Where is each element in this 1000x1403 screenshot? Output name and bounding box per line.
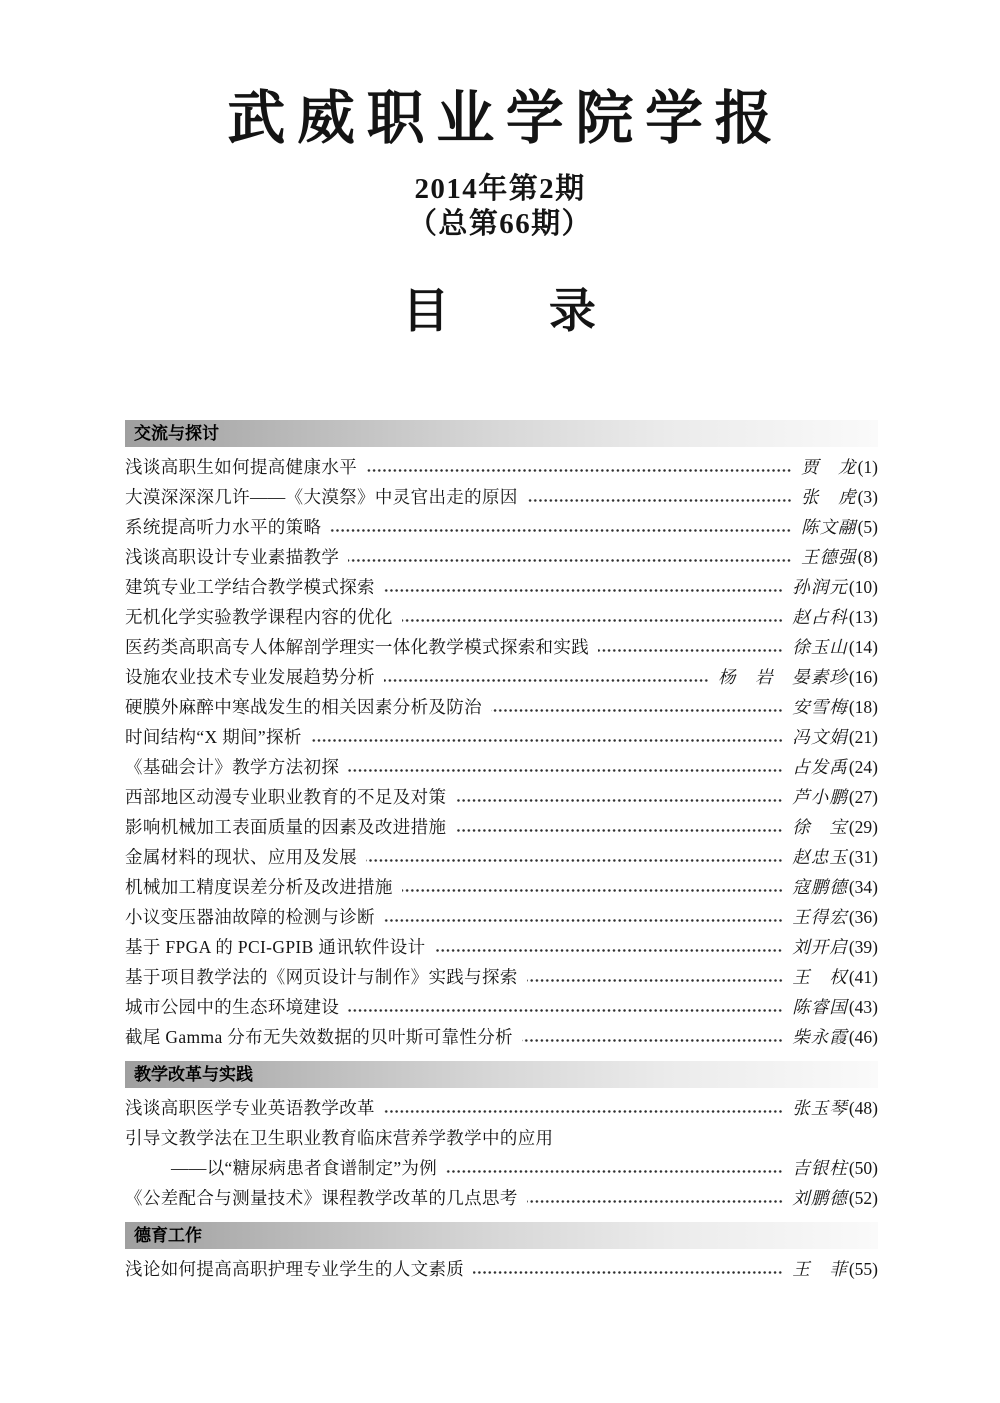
toc-entry [125,602,878,632]
dot-leader [455,828,783,833]
page-header [0,0,1000,338]
article-title: 小议变压器油故障的检测与诊断 [125,907,375,928]
article-authors: 贾 龙 [800,457,857,478]
article-authors: 杨 岩 晏素珍 [717,667,848,688]
article-page-number: (39) [848,937,878,958]
article-page-number: (13) [848,607,878,628]
article-page-number: (5) [857,517,878,538]
article-page-number: (46) [848,1027,878,1048]
article-page-number: (52) [848,1188,878,1209]
dot-leader [473,1270,783,1275]
article-title: 金属材料的现状、应用及发展 [125,847,358,868]
article-authors: 冯文娟 [792,727,848,748]
section-header: 教学改革与实践 [125,1061,878,1088]
toc-entry [125,482,878,512]
article-title: 无机化学实验教学课程内容的优化 [125,607,393,628]
article-title: 时间结构“X 期间”探析 [125,727,302,748]
article-authors: 刘鹏德 [792,1188,848,1209]
article-page-number: (18) [848,697,878,718]
article-page-number: (21) [848,727,878,748]
toc-entry [125,872,878,902]
section-header: 德育工作 [125,1222,878,1249]
toc-sections [125,420,878,1284]
toc-entry [125,632,878,662]
toc-entry [125,752,878,782]
article-title: 大漠深深深几许——《大漠祭》中灵官出走的原因 [125,487,518,508]
article-page-number: (55) [848,1259,878,1280]
article-authors: 张玉琴 [792,1098,848,1119]
article-title: 影响机械加工表面质量的因素及改进措施 [125,817,447,838]
toc-entry [125,512,878,542]
article-page-number: (36) [848,907,878,928]
article-title: 《公差配合与测量技术》课程教学改革的几点思考 [125,1188,518,1209]
dot-leader [522,1038,783,1043]
toc-entry [125,1123,878,1153]
section-header: 交流与探讨 [125,420,878,447]
article-title: 机械加工精度误差分析及改进措施 [125,877,393,898]
article-page-number: (50) [848,1158,878,1179]
dot-leader [384,1109,783,1114]
toc-entry [125,1183,878,1213]
article-authors: 张 虎 [800,487,857,508]
dot-leader [527,978,783,983]
dot-leader [446,1169,783,1174]
article-authors: 徐 宝 [792,817,848,838]
article-authors: 柴永霞 [792,1027,848,1048]
toc-entry [125,962,878,992]
dot-leader [348,1008,783,1013]
article-authors: 安雪梅 [792,697,848,718]
toc-entry [125,1254,878,1284]
article-page-number: (29) [848,817,878,838]
dot-leader [455,798,783,803]
article-title: 系统提高听力水平的策略 [125,517,322,538]
article-title: 硬膜外麻醉中寒战发生的相关因素分析及防治 [125,697,482,718]
article-title: 《基础会计》教学方法初探 [125,757,340,778]
article-authors: 陈文翮 [800,517,857,538]
toc-entry [125,662,878,692]
journal-title: 武威职业学院学报 [227,86,785,151]
toc-entry [125,452,878,482]
article-title: ——以“糖尿病患者食谱制定”为例 [171,1158,438,1179]
article-title: 设施农业技术专业发展趋势分析 [125,667,375,688]
dot-leader [366,468,792,473]
article-title: 建筑专业工学结合教学模式探索 [125,577,375,598]
article-title: 浅谈高职设计专业素描教学 [125,547,340,568]
article-page-number: (24) [848,757,878,778]
toc-entry [125,1153,878,1183]
article-page-number: (43) [848,997,878,1018]
article-page-number: (1) [857,457,878,478]
article-title: 引导文教学法在卫生职业教育临床营养学教学中的应用 [125,1128,554,1149]
article-authors: 孙润元 [792,577,848,598]
article-page-number: (34) [848,877,878,898]
article-authors: 刘开启 [792,937,848,958]
toc-entry [125,992,878,1022]
article-page-number: (27) [848,787,878,808]
article-authors: 王德强 [800,547,857,568]
toc-entry [125,902,878,932]
article-title: 浅论如何提高高职护理专业学生的人文素质 [125,1259,465,1280]
article-authors: 占发禹 [792,757,848,778]
article-authors: 徐玉山 [792,637,848,658]
toc-entry [125,782,878,812]
article-page-number: (41) [848,967,878,988]
dot-leader [527,1199,783,1204]
article-authors: 赵忠玉 [792,847,848,868]
article-title: 医药类高职高专人体解剖学理实一体化教学模式探索和实践 [125,637,590,658]
article-authors: 寇鹏德 [792,877,848,898]
article-title: 浅谈高职医学专业英语教学改革 [125,1098,375,1119]
dot-leader [527,498,792,503]
toc-entry [125,692,878,722]
dot-leader [311,738,783,743]
article-authors: 王 菲 [792,1259,848,1280]
dot-leader [384,678,709,683]
article-authors: 陈睿国 [792,997,848,1018]
article-page-number: (31) [848,847,878,868]
dot-leader [384,588,783,593]
toc-entry [125,542,878,572]
toc-title: 目 录 [402,285,598,338]
article-authors: 吉银柱 [792,1158,848,1179]
dot-leader [384,918,783,923]
toc-entry [125,1093,878,1123]
dot-leader [348,768,783,773]
article-title: 基于 FPGA 的 PCI-GPIB 通讯软件设计 [125,937,426,958]
article-page-number: (10) [848,577,878,598]
article-page-number: (3) [857,487,878,508]
article-title: 浅谈高职生如何提高健康水平 [125,457,358,478]
toc-entry [125,812,878,842]
article-title: 城市公园中的生态环境建设 [125,997,340,1018]
dot-leader [330,528,792,533]
dot-leader [402,888,783,893]
article-page-number: (14) [848,637,878,658]
article-authors: 赵占科 [792,607,848,628]
toc-entry [125,572,878,602]
dot-leader [434,948,783,953]
dot-leader [348,558,792,563]
article-title: 截尾 Gamma 分布无失效数据的贝叶斯可靠性分析 [125,1027,513,1048]
article-authors: 芦小鹏 [792,787,848,808]
article-authors: 王得宏 [792,907,848,928]
toc-entry [125,1022,878,1052]
cumulative-issue-number: （总第66期） [407,208,593,241]
article-page-number: (16) [848,667,878,688]
article-authors: 王 权 [792,967,848,988]
dot-leader [402,618,783,623]
dot-leader [491,708,783,713]
toc-entry [125,932,878,962]
issue-number: 2014年第2期 [414,172,586,205]
toc-entry [125,842,878,872]
toc-entry [125,722,878,752]
article-title: 基于项目教学法的《网页设计与制作》实践与探索 [125,967,518,988]
article-page-number: (8) [857,547,878,568]
article-page-number: (48) [848,1098,878,1119]
article-title: 西部地区动漫专业职业教育的不足及对策 [125,787,447,808]
dot-leader [598,648,783,653]
dot-leader [366,858,783,863]
